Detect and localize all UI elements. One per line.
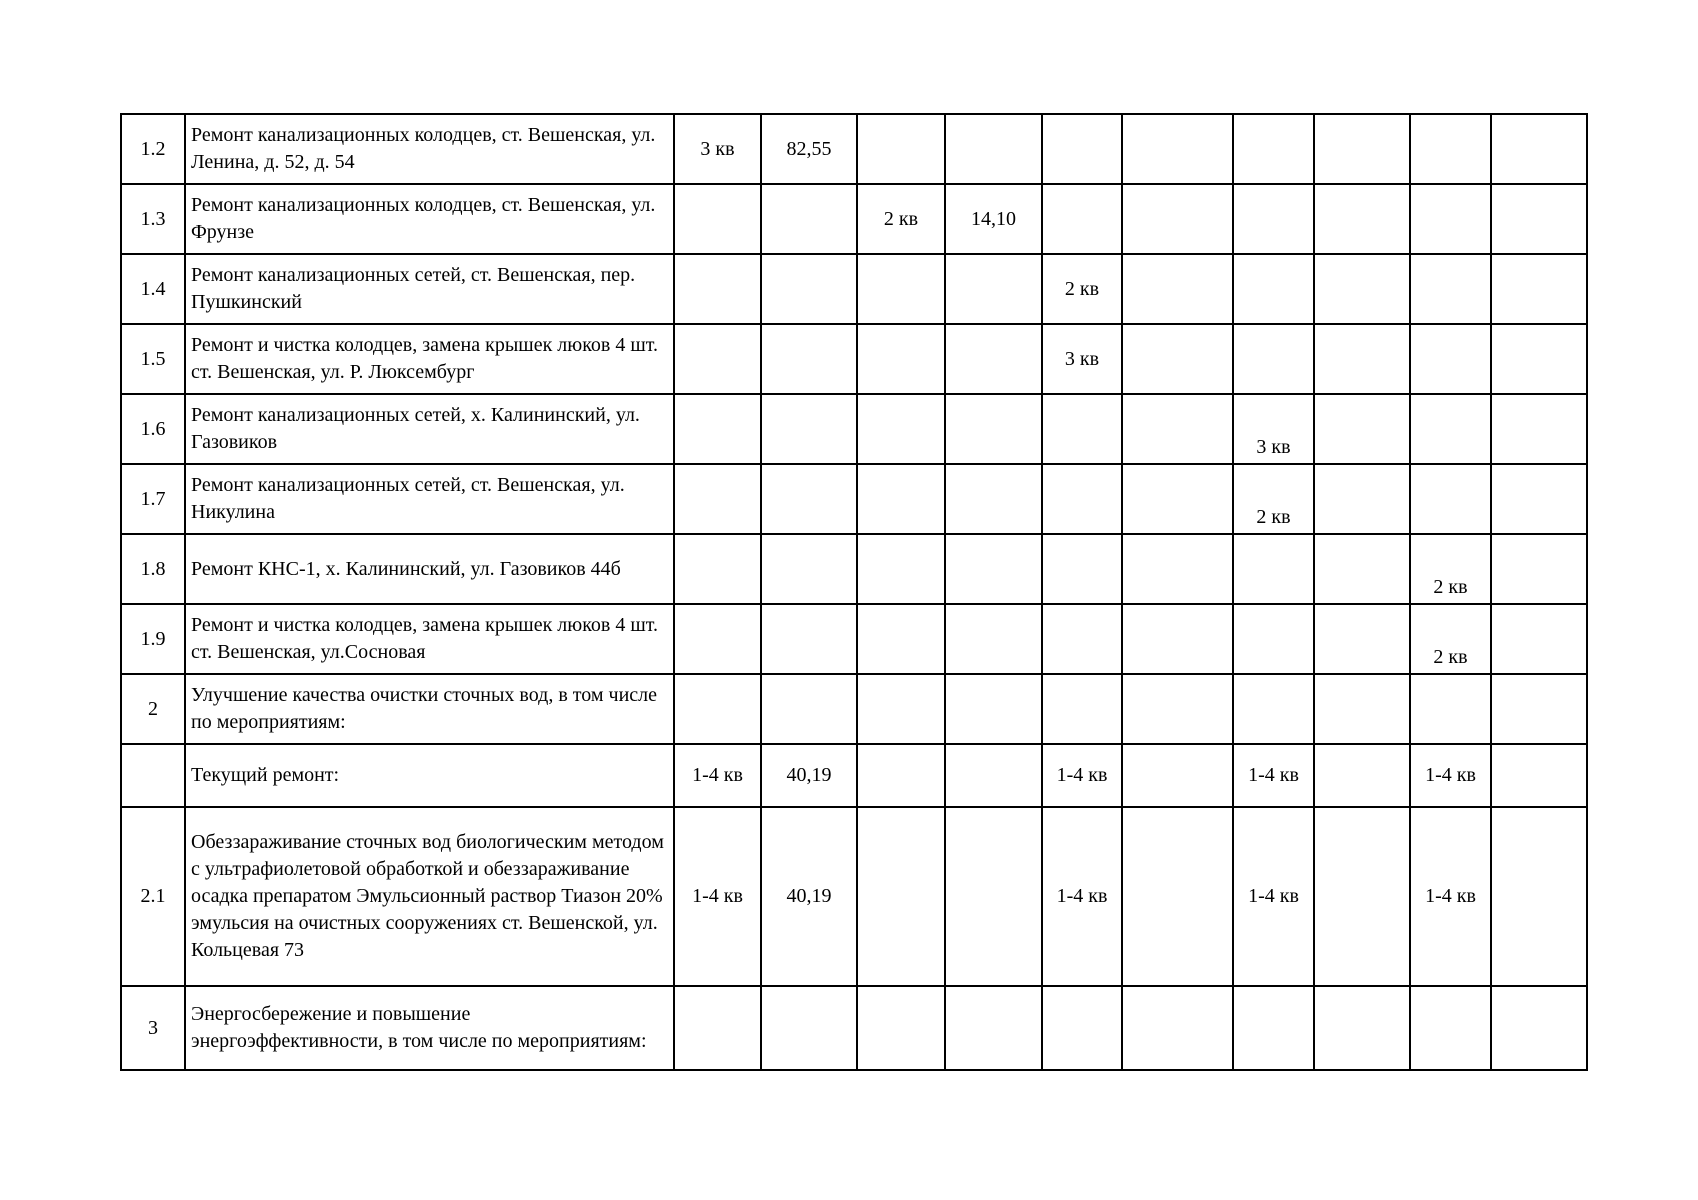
row-number: 1.3: [121, 184, 185, 254]
amount-cell: [1314, 254, 1410, 324]
amount-cell: [1314, 674, 1410, 744]
amount-cell: [945, 114, 1042, 184]
row-number: 2.1: [121, 807, 185, 986]
amount-cell: [945, 464, 1042, 534]
measure-description: Ремонт и чистка колодцев, замена крышек люков 4 шт. ст. Вешенская, ул.Сосновая: [185, 604, 674, 674]
measure-description: Ремонт канализационных сетей, ст. Вешенская, ул. Никулина: [185, 464, 674, 534]
measure-description: Ремонт канализационных колодцев, ст. Вешенская, ул. Фрунзе: [185, 184, 674, 254]
amount-cell: [1122, 464, 1233, 534]
period-cell: 1-4 кв: [674, 807, 761, 986]
amount-cell: [945, 324, 1042, 394]
table-row: [121, 254, 1587, 324]
amount-cell: [1491, 324, 1587, 394]
period-cell: [674, 394, 761, 464]
period-cell: [1233, 114, 1314, 184]
period-cell: [674, 534, 761, 604]
period-cell: [674, 986, 761, 1070]
amount-cell: 82,55: [761, 114, 857, 184]
period-cell: [857, 324, 945, 394]
period-cell: [857, 464, 945, 534]
period-cell: [1042, 986, 1122, 1070]
amount-cell: [1491, 604, 1587, 674]
amount-cell: [1491, 184, 1587, 254]
period-cell: 3 кв: [674, 114, 761, 184]
amount-cell: [761, 534, 857, 604]
table-row: [121, 184, 1587, 254]
period-cell: 2 кв: [1042, 254, 1122, 324]
period-cell: 1-4 кв: [1410, 744, 1491, 807]
amount-cell: [1491, 254, 1587, 324]
table-row: [121, 114, 1587, 184]
amount-cell: [945, 744, 1042, 807]
period-cell: [1410, 464, 1491, 534]
measure-description: Улучшение качества очистки сточных вод, в том числе по мероприятиям:: [185, 674, 674, 744]
period-cell: 1-4 кв: [1410, 807, 1491, 986]
amount-cell: [1122, 674, 1233, 744]
amount-cell: [1122, 986, 1233, 1070]
period-cell: [674, 324, 761, 394]
table-row: [121, 674, 1587, 744]
amount-cell: [945, 394, 1042, 464]
row-number: 1.5: [121, 324, 185, 394]
row-number: 3: [121, 986, 185, 1070]
amount-cell: [1122, 604, 1233, 674]
period-cell: [1042, 114, 1122, 184]
amount-cell: [945, 254, 1042, 324]
measure-description: Ремонт КНС-1, х. Калининский, ул. Газовиков 44б: [185, 534, 674, 604]
row-number: 1.4: [121, 254, 185, 324]
period-cell: [857, 254, 945, 324]
amount-cell: [1122, 534, 1233, 604]
measure-description: Энергосбережение и повышение энергоэффективности, в том числе по мероприятиям:: [185, 986, 674, 1070]
period-cell: [1233, 534, 1314, 604]
amount-cell: [1122, 254, 1233, 324]
measure-description: Ремонт и чистка колодцев, замена крышек люков 4 шт. ст. Вешенская, ул. Р. Люксембург: [185, 324, 674, 394]
period-cell: [1233, 986, 1314, 1070]
period-cell: [1410, 674, 1491, 744]
period-cell: [674, 674, 761, 744]
amount-cell: [1491, 674, 1587, 744]
table-row: [121, 324, 1587, 394]
amount-cell: [1122, 394, 1233, 464]
period-cell: 2 кв: [1233, 464, 1314, 534]
amount-cell: 40,19: [761, 807, 857, 986]
amount-cell: 40,19: [761, 744, 857, 807]
period-cell: 1-4 кв: [1233, 807, 1314, 986]
amount-cell: [1122, 324, 1233, 394]
amount-cell: [761, 464, 857, 534]
period-cell: [1042, 674, 1122, 744]
amount-cell: [1491, 534, 1587, 604]
period-cell: 1-4 кв: [1233, 744, 1314, 807]
period-cell: [857, 986, 945, 1070]
amount-cell: [761, 324, 857, 394]
measure-description: Ремонт канализационных сетей, х. Калининский, ул. Газовиков: [185, 394, 674, 464]
amount-cell: [1314, 807, 1410, 986]
amount-cell: [945, 986, 1042, 1070]
amount-cell: [1314, 464, 1410, 534]
amount-cell: [761, 674, 857, 744]
period-cell: [1233, 674, 1314, 744]
amount-cell: [1491, 464, 1587, 534]
amount-cell: [1122, 807, 1233, 986]
period-cell: [857, 604, 945, 674]
period-cell: [1042, 604, 1122, 674]
amount-cell: [1491, 986, 1587, 1070]
period-cell: [1233, 184, 1314, 254]
amount-cell: [761, 394, 857, 464]
amount-cell: [945, 807, 1042, 986]
amount-cell: [1491, 744, 1587, 807]
period-cell: [1042, 464, 1122, 534]
amount-cell: [1314, 604, 1410, 674]
period-cell: [1233, 324, 1314, 394]
amount-cell: [1314, 744, 1410, 807]
table-row: [121, 394, 1587, 464]
row-number: 1.8: [121, 534, 185, 604]
row-number: [121, 744, 185, 807]
measure-description: Ремонт канализационных колодцев, ст. Вешенская, ул. Ленина, д. 52, д. 54: [185, 114, 674, 184]
period-cell: [1042, 534, 1122, 604]
period-cell: 3 кв: [1233, 394, 1314, 464]
period-cell: 3 кв: [1042, 324, 1122, 394]
amount-cell: 14,10: [945, 184, 1042, 254]
period-cell: 2 кв: [1410, 604, 1491, 674]
period-cell: [1410, 986, 1491, 1070]
period-cell: [857, 744, 945, 807]
amount-cell: [1122, 184, 1233, 254]
amount-cell: [945, 534, 1042, 604]
amount-cell: [945, 674, 1042, 744]
period-cell: [1233, 604, 1314, 674]
amount-cell: [1314, 534, 1410, 604]
row-number: 1.9: [121, 604, 185, 674]
period-cell: [674, 254, 761, 324]
period-cell: [857, 807, 945, 986]
table-row: [121, 604, 1587, 674]
period-cell: [1233, 254, 1314, 324]
period-cell: [857, 394, 945, 464]
period-cell: [1042, 184, 1122, 254]
amount-cell: [761, 986, 857, 1070]
row-number: 2: [121, 674, 185, 744]
period-cell: [857, 114, 945, 184]
amount-cell: [761, 604, 857, 674]
amount-cell: [761, 254, 857, 324]
amount-cell: [1314, 324, 1410, 394]
measure-description: Текущий ремонт:: [185, 744, 674, 807]
amount-cell: [945, 604, 1042, 674]
period-cell: [857, 534, 945, 604]
amount-cell: [1122, 114, 1233, 184]
amount-cell: [1491, 394, 1587, 464]
amount-cell: [1314, 394, 1410, 464]
period-cell: [1410, 324, 1491, 394]
table-row: [121, 464, 1587, 534]
period-cell: [1410, 114, 1491, 184]
amount-cell: [1491, 807, 1587, 986]
period-cell: [1410, 254, 1491, 324]
period-cell: 1-4 кв: [1042, 744, 1122, 807]
amount-cell: [1314, 986, 1410, 1070]
period-cell: [1410, 184, 1491, 254]
period-cell: 2 кв: [857, 184, 945, 254]
period-cell: [674, 464, 761, 534]
measure-description: Ремонт канализационных сетей, ст. Вешенская, пер. Пушкинский: [185, 254, 674, 324]
period-cell: 1-4 кв: [1042, 807, 1122, 986]
period-cell: [674, 604, 761, 674]
measure-description: Обеззараживание сточных вод биологическим методом с ультрафиолетовой обработкой и обеззараживание осадка препаратом Эмульсионный раствор Тиазон 20% эмульсия на очистных сооружениях ст. Вешенской, ул. Кольцевая 73: [185, 807, 674, 986]
period-cell: [857, 674, 945, 744]
measures-table: [120, 113, 1588, 1071]
period-cell: 2 кв: [1410, 534, 1491, 604]
row-number: 1.2: [121, 114, 185, 184]
period-cell: 1-4 кв: [674, 744, 761, 807]
row-number: 1.7: [121, 464, 185, 534]
amount-cell: [1122, 744, 1233, 807]
row-number: 1.6: [121, 394, 185, 464]
amount-cell: [1314, 114, 1410, 184]
amount-cell: [1491, 114, 1587, 184]
table-row: [121, 986, 1587, 1070]
amount-cell: [1314, 184, 1410, 254]
table-row: [121, 807, 1587, 986]
period-cell: [674, 184, 761, 254]
table-row: [121, 534, 1587, 604]
amount-cell: [761, 184, 857, 254]
period-cell: [1410, 394, 1491, 464]
table-row: [121, 744, 1587, 807]
period-cell: [1042, 394, 1122, 464]
